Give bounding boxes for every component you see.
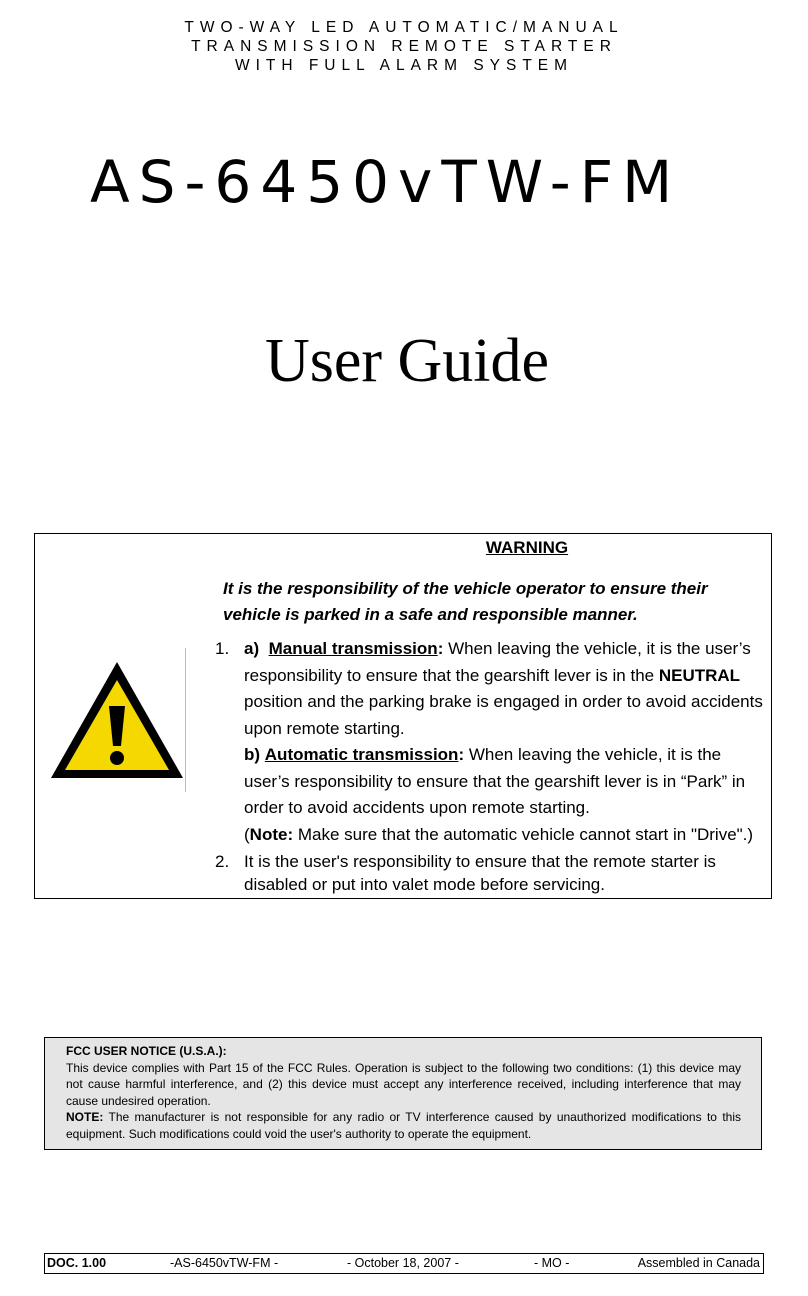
footer-model: -AS-6450vTW-FM -: [170, 1256, 279, 1270]
footer-initials: - MO -: [534, 1256, 570, 1270]
header-line-2: TRANSMISSION REMOTE STARTER: [191, 38, 617, 55]
product-description: [0, 18, 808, 75]
colon: :: [458, 745, 465, 764]
fcc-notice: [44, 1037, 762, 1150]
item-2-text: It is the user's responsibility to ensure that the remote starter is disabled or put into valet mode before servicing.: [244, 852, 716, 894]
automatic-transmission-heading: Automatic transmission: [264, 745, 459, 764]
icon-divider: [185, 648, 186, 792]
warning-title: WARNING: [485, 538, 569, 557]
warning-triangle-icon: [47, 658, 187, 784]
fcc-body: This device complies with Part 15 of the FCC Rules. Operation is subject to the following two conditions: (1) this device may not cause harmful interference, and (2) this device must accept any interference received, including interference that may cause undesired operation.: [66, 1060, 741, 1108]
neutral-label: NEUTRAL: [658, 665, 741, 685]
header-line-3: WITH FULL ALARM SYSTEM: [234, 57, 574, 74]
manual-text-1: When leaving the vehicle, it is the user’s responsibility to ensure that the gearshift lever is in the: [244, 639, 751, 685]
fcc-note-label: NOTE:: [66, 1110, 104, 1124]
fcc-note-text: The manufacturer is not responsible for any radio or TV interference caused by unauthorized modifications to this equipment. Such modifications could void the user's authority to operate the equipment.: [66, 1110, 741, 1141]
footer-origin: Assembled in Canada: [637, 1256, 760, 1270]
colon: :: [437, 639, 444, 658]
item-b-prefix: b): [244, 745, 261, 764]
manual-transmission-heading: Manual transmission: [268, 639, 438, 658]
item-a-prefix: a): [244, 639, 260, 658]
note-label: Note:: [249, 824, 294, 844]
fcc-title: FCC USER NOTICE (U.S.A.):: [66, 1044, 227, 1058]
warning-lead: It is the responsibility of the vehicle operator to ensure their vehicle is parked in a safe and responsible manner.: [223, 579, 708, 624]
footer-date: - October 18, 2007 -: [347, 1256, 459, 1270]
model-number: AS-6450vTW-FM: [90, 148, 682, 216]
note-paren: (: [244, 824, 250, 844]
header-line-1: TWO-WAY LED AUTOMATIC/MANUAL: [184, 19, 624, 36]
document-footer: [44, 1253, 764, 1274]
item-number: 2.: [215, 852, 230, 871]
note-text: Make sure that the automatic vehicle cannot start in "Drive".): [293, 824, 754, 844]
warning-item-1: [215, 636, 763, 848]
manual-text-2: position and the parking brake is engaged in order to avoid accidents upon remote starting.: [244, 692, 763, 738]
page-title: User Guide: [264, 327, 550, 395]
automatic-text: When leaving the vehicle, it is the user’s responsibility to ensure that the gearshift lever is in “Park” in order to avoid accidents upon remote starting.: [244, 745, 746, 817]
warning-box: [34, 533, 772, 899]
footer-doc-version: DOC. 1.00: [47, 1256, 107, 1270]
item-number: 1.: [215, 639, 230, 658]
warning-item-2: [215, 850, 763, 896]
